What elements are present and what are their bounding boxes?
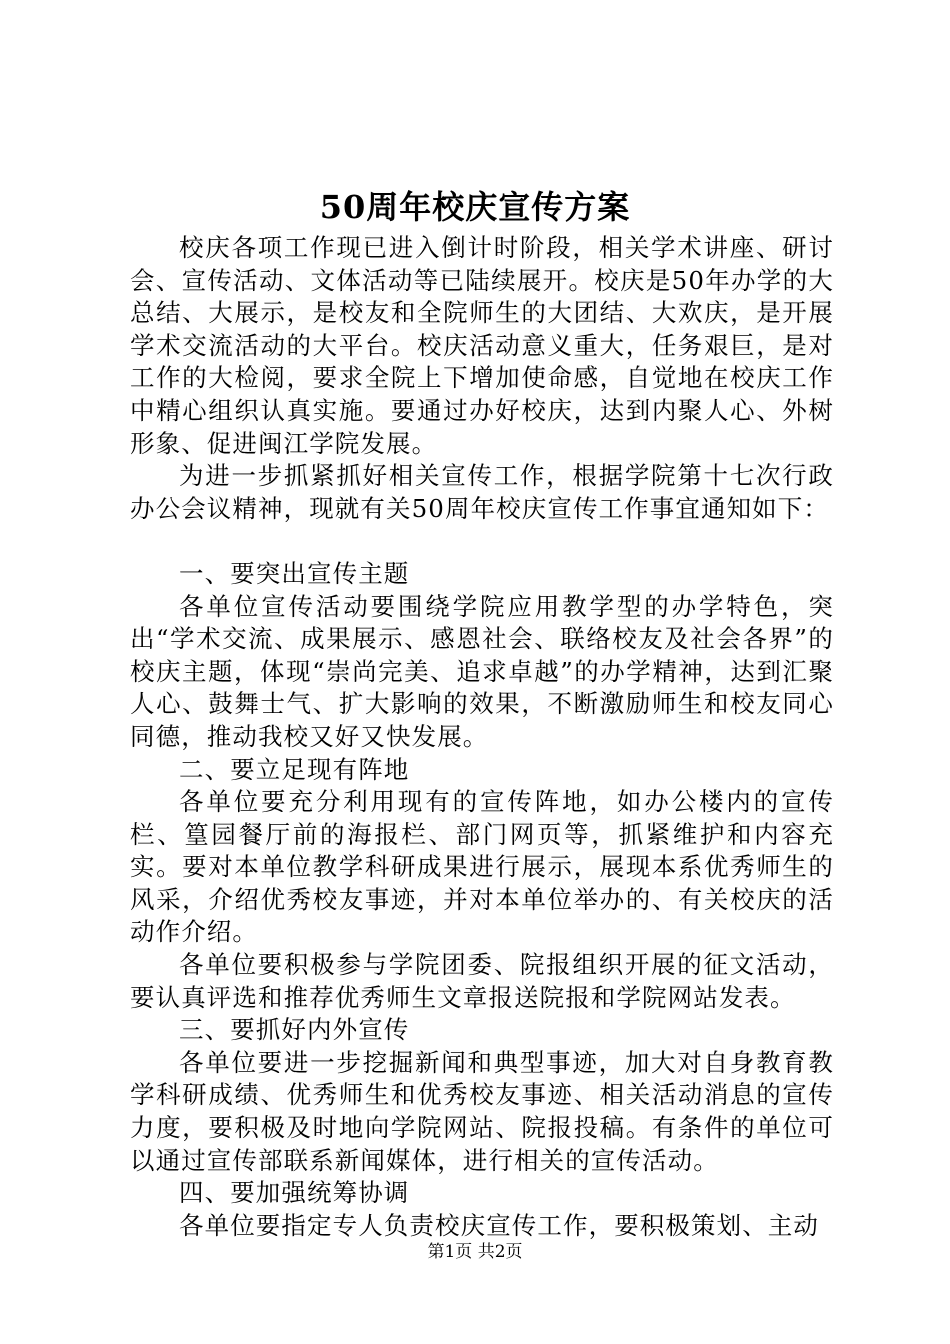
paragraph-section-1: 各单位宣传活动要围绕学院应用教学型的办学特色，突出“学术交流、成果展示、感恩社会、联络校友及社会各界”的校庆主题，体现“崇尚完美、追求卓越”的办学精神，达到汇聚人心、鼓舞士气、扩大影响的效果，不断激励师生和校友同心同德，推动我校又好又快发展。 [130, 591, 834, 751]
paragraph-section-4: 各单位要指定专人负责校庆宣传工作，要积极策划、主动 [179, 1210, 819, 1240]
page-number-footer: 第1页 共2页 [427, 1242, 523, 1262]
blank-line [130, 525, 834, 558]
document-body [130, 232, 834, 1242]
paragraph-notice: 为进一步抓紧抓好相关宣传工作，根据学院第十七次行政办公会议精神，现就有关50周年校庆宣传工作事宜通知如下： [130, 461, 834, 523]
paragraph-section-2b: 各单位要积极参与学院团委、院报组织开展的征文活动，要认真评选和推荐优秀师生文章报送院报和学院网站发表。 [130, 950, 834, 1012]
document-title: 50周年校庆宣传方案 [319, 188, 631, 226]
section-heading-3: 三、要抓好内外宣传 [179, 1015, 410, 1045]
paragraph-section-3: 各单位要进一步挖掘新闻和典型事迹，加大对自身教育教学科研成绩、优秀师生和优秀校友事迹、相关活动消息的宣传力度，要积极及时地向学院网站、院报投稿。有条件的单位可以通过宣传部联系新闻媒体，进行相关的宣传活动。 [130, 1047, 834, 1175]
section-heading-1: 一、要突出宣传主题 [179, 558, 410, 588]
section-heading-2: 二、要立足现有阵地 [179, 754, 410, 784]
paragraph-intro: 校庆各项工作现已进入倒计时阶段，相关学术讲座、研讨会、宣传活动、文体活动等已陆续展开。校庆是50年办学的大总结、大展示，是校友和全院师生的大团结、大欢庆，是开展学术交流活动的大平台。校庆活动意义重大，任务艰巨，是对工作的大检阅，要求全院上下增加使命感，自觉地在校庆工作中精心组织认真实施。要通过办好校庆，达到内聚人心、外树形象、促进闽江学院发展。 [130, 233, 834, 458]
section-heading-4: 四、要加强统筹协调 [179, 1178, 410, 1208]
paragraph-section-2a: 各单位要充分利用现有的宣传阵地，如办公楼内的宣传栏、篁园餐厅前的海报栏、部门网页等，抓紧维护和内容充实。要对本单位教学科研成果进行展示，展现本系优秀师生的风采，介绍优秀校友事迹，并对本单位举办的、有关校庆的活动作介绍。 [130, 787, 834, 947]
